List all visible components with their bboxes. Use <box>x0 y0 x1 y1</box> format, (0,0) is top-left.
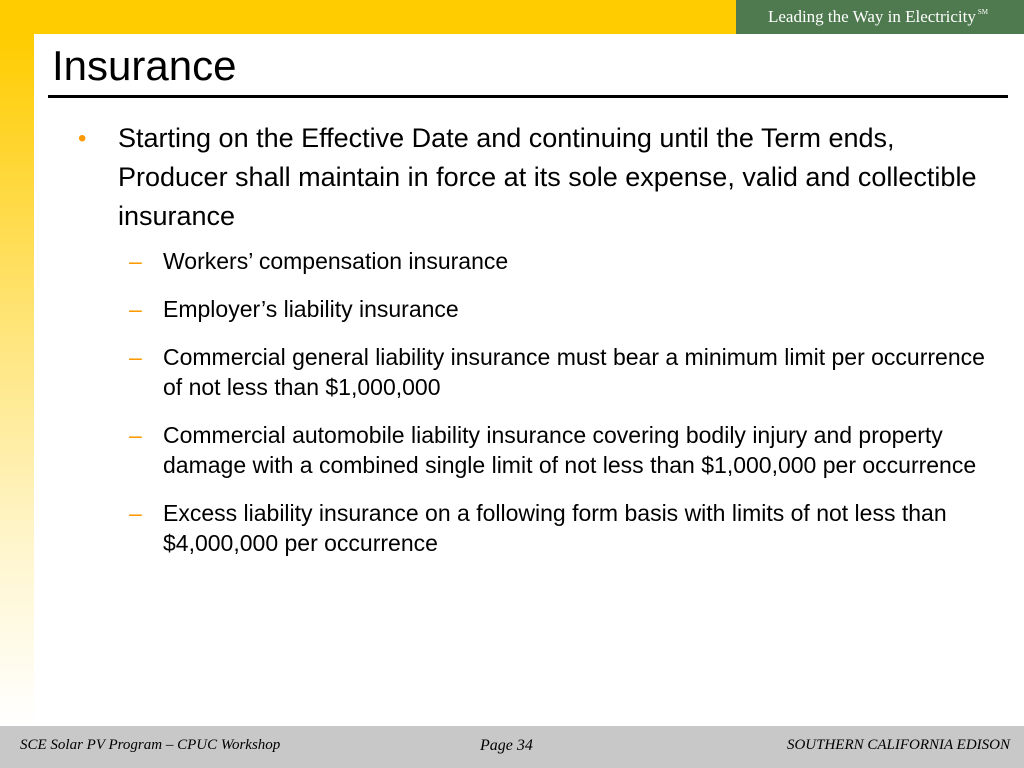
dash-icon: – <box>129 422 142 448</box>
sub-bullet-text: Workers’ compensation insurance <box>163 248 509 274</box>
title-divider <box>48 95 1008 98</box>
service-mark: SM <box>977 8 989 16</box>
bullet-icon: • <box>78 125 87 152</box>
dash-icon: – <box>129 248 142 274</box>
dash-icon: – <box>129 344 142 370</box>
main-bullet <box>78 119 988 236</box>
dash-icon: – <box>129 296 142 322</box>
sub-bullet-item <box>129 342 993 402</box>
sub-bullet-text: Commercial automobile liability insurance covering bodily injury and property damage with a combined single limit of not less than $1,000,000 per occurrence <box>163 422 977 478</box>
sub-bullet-list <box>129 246 993 576</box>
slide-title: Insurance <box>52 42 237 89</box>
main-bullet-text: Starting on the Effective Date and continuing until the Term ends, Producer shall maintain in force at its sole expense, valid and collectible insurance <box>118 123 977 231</box>
slide-footer <box>0 726 1024 768</box>
company-tagline <box>736 0 1024 34</box>
sub-bullet-text: Employer’s liability insurance <box>163 296 459 322</box>
sub-bullet-item <box>129 246 993 276</box>
sub-bullet-item <box>129 498 993 558</box>
tagline-text: Leading the Way in Electricity <box>767 7 976 26</box>
footer-company-name: SOUTHERN CALIFORNIA EDISON <box>786 737 1010 753</box>
left-gradient-band <box>0 34 34 726</box>
sub-bullet-text: Excess liability insurance on a following form basis with limits of not less than $4,000,000 per occurrence <box>163 500 947 556</box>
sub-bullet-text: Commercial general liability insurance must bear a minimum limit per occurrence of not less than $1,000,000 <box>163 344 985 400</box>
sub-bullet-item <box>129 420 993 480</box>
sub-bullet-item <box>129 294 993 324</box>
footer-program-title: SCE Solar PV Program – CPUC Workshop <box>20 737 281 753</box>
page-number: Page 34 <box>480 737 533 754</box>
dash-icon: – <box>129 500 142 526</box>
